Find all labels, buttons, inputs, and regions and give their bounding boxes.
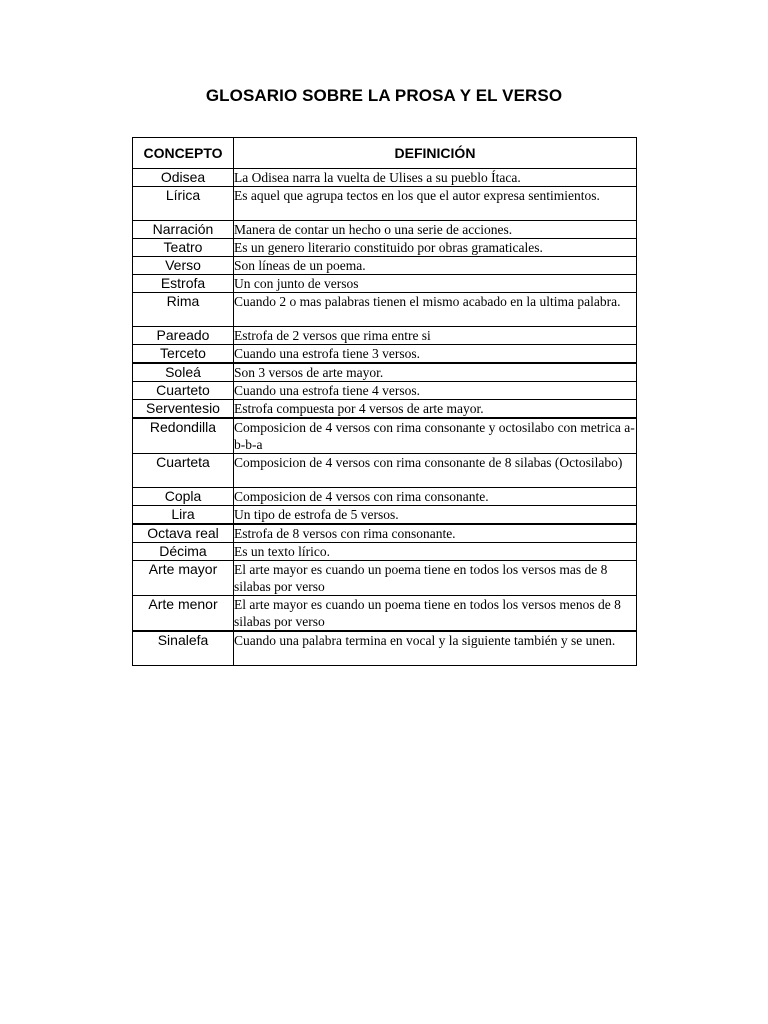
definition-cell: Un tipo de estrofa de 5 versos. [234, 506, 637, 525]
table-row [133, 488, 637, 506]
table-row [133, 524, 637, 543]
table-row [133, 169, 637, 187]
concept-cell: Cuarteta [133, 454, 234, 488]
concept-cell: Verso [133, 257, 234, 275]
definition-cell: Cuando una estrofa tiene 4 versos. [234, 382, 637, 400]
concept-cell: Décima [133, 543, 234, 561]
definition-cell: Estrofa de 2 versos que rima entre si [234, 327, 637, 345]
definition-cell: Estrofa de 8 versos con rima consonante. [234, 524, 637, 543]
definition-cell: Cuando una palabra termina en vocal y la siguiente también y se unen. [234, 631, 637, 666]
definition-cell: Composicion de 4 versos con rima consonante. [234, 488, 637, 506]
definition-cell: El arte mayor es cuando un poema tiene en todos los versos menos de 8 silabas por verso [234, 596, 637, 632]
concept-cell: Arte mayor [133, 561, 234, 596]
table-row [133, 257, 637, 275]
definition-cell: Estrofa compuesta por 4 versos de arte mayor. [234, 400, 637, 419]
concept-cell: Serventesio [133, 400, 234, 419]
definition-cell: Manera de contar un hecho o una serie de acciones. [234, 221, 637, 239]
concept-cell: Copla [133, 488, 234, 506]
concept-cell: Redondilla [133, 418, 234, 454]
glossary-table [132, 137, 637, 666]
table-row [133, 543, 637, 561]
table-row [133, 221, 637, 239]
table-row [133, 506, 637, 525]
definition-cell: Cuando una estrofa tiene 3 versos. [234, 345, 637, 364]
definition-cell: Es aquel que agrupa tectos en los que el autor expresa sentimientos. [234, 187, 637, 221]
table-row [133, 596, 637, 632]
concept-cell: Octava real [133, 524, 234, 543]
table-row [133, 239, 637, 257]
definition-cell: Cuando 2 o mas palabras tienen el mismo acabado en la ultima palabra. [234, 293, 637, 327]
definition-cell: Composicion de 4 versos con rima consonante de 8 silabas (Octosilabo) [234, 454, 637, 488]
concept-cell: Lira [133, 506, 234, 525]
concept-cell: Odisea [133, 169, 234, 187]
table-row [133, 293, 637, 327]
definition-cell: Composicion de 4 versos con rima consonante y octosilabo con metrica a-b-b-a [234, 420, 635, 452]
table-row [133, 187, 637, 221]
concept-cell: Teatro [133, 239, 234, 257]
concept-cell: Lírica [133, 187, 234, 221]
table-row [133, 345, 637, 364]
definition-cell: La Odisea narra la vuelta de Ulises a su pueblo Ítaca. [234, 169, 637, 187]
table-row [133, 561, 637, 596]
table-row [133, 275, 637, 293]
concept-cell: Cuarteto [133, 382, 234, 400]
concept-cell: Terceto [133, 345, 234, 364]
table-row [133, 363, 637, 382]
table-row [133, 327, 637, 345]
definition-cell: Es un texto lírico. [234, 543, 637, 561]
table-header-row [133, 138, 637, 169]
definition-cell: Un con junto de versos [234, 275, 637, 293]
concept-cell: Pareado [133, 327, 234, 345]
table-row [133, 631, 637, 666]
table-row [133, 454, 637, 488]
table-row [133, 382, 637, 400]
definition-cell: Son líneas de un poema. [234, 257, 637, 275]
header-definition: DEFINICIÓN [234, 138, 637, 169]
table-row [133, 400, 637, 419]
concept-cell: Soleá [133, 363, 234, 382]
definition-cell: El arte mayor es cuando un poema tiene en todos los versos mas de 8 silabas por verso [234, 561, 637, 596]
definition-cell: Es un genero literario constituido por obras gramaticales. [234, 239, 637, 257]
header-concept: CONCEPTO [133, 138, 234, 169]
concept-cell: Narración [133, 221, 234, 239]
concept-cell: Arte menor [133, 596, 234, 632]
concept-cell: Sinalefa [133, 631, 234, 666]
concept-cell: Estrofa [133, 275, 234, 293]
concept-cell: Rima [133, 293, 234, 327]
definition-cell: Son 3 versos de arte mayor. [234, 363, 637, 382]
table-row [133, 418, 637, 454]
page-title: GLOSARIO SOBRE LA PROSA Y EL VERSO [205, 86, 563, 105]
